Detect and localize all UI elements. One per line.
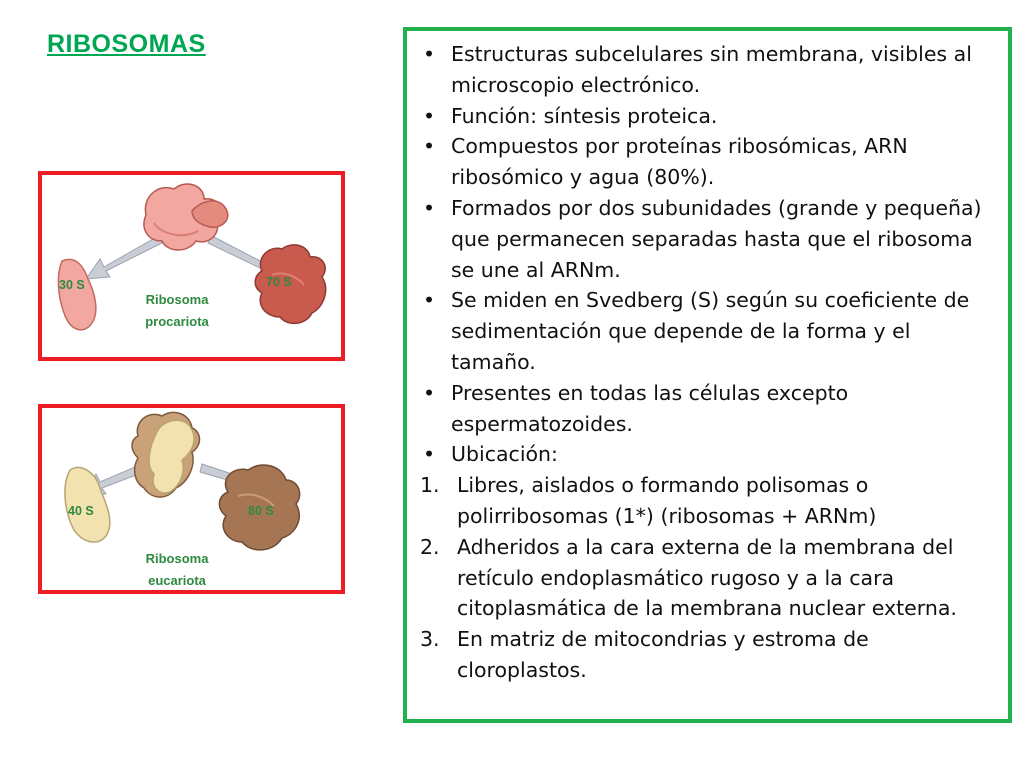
- bullet-marker: •: [423, 134, 436, 159]
- number-marker: 1.: [420, 473, 440, 498]
- bullet-marker: •: [423, 103, 436, 128]
- bullet-marker: •: [423, 288, 436, 313]
- numbered-item: [417, 532, 1000, 624]
- bullet-marker: •: [423, 195, 436, 220]
- item-text: Adheridos a la cara externa de la membrana del retículo endoplasmático rugoso y a la cara citoplasmática de la membrana nuclear externa.: [457, 534, 957, 621]
- ribosome-type-line2: procariota: [145, 314, 209, 329]
- small-subunit-shape: [58, 259, 95, 329]
- ribosome-type-label: [122, 289, 232, 333]
- split-arrow-left: [86, 235, 162, 279]
- item-text: Se miden en Svedberg (S) según su coeficiente de sedimentación que depende de la forma y el tamaño.: [451, 288, 970, 374]
- eukaryote-ribosome-panel: [38, 404, 345, 594]
- small-subunit-label: 40 S: [68, 504, 94, 518]
- description-item: [417, 39, 1000, 101]
- ribosome-type-label: [122, 548, 232, 592]
- small-subunit-label: 30 S: [59, 278, 85, 292]
- bullet-marker: •: [423, 380, 436, 405]
- item-text: Estructuras subcelulares sin membrana, visibles al microscopio electrónico.: [451, 42, 972, 97]
- description-item: [417, 101, 1000, 132]
- description-item: [417, 131, 1000, 193]
- description-item: [417, 439, 1000, 470]
- bullet-marker: •: [423, 42, 436, 66]
- item-text: En matriz de mitocondrias y estroma de cloroplastos.: [457, 627, 869, 682]
- numbered-item: [417, 470, 1000, 532]
- ribosome-type-line1: Ribosoma: [145, 292, 209, 307]
- item-text: Formados por dos subunidades (grande y pequeña) que permanecen separadas hasta que el ribosoma se une al ARNm.: [451, 195, 982, 282]
- prokaryote-ribosome-panel: [38, 171, 345, 361]
- number-marker: 2.: [420, 534, 440, 559]
- item-text: Función: síntesis proteica.: [451, 103, 718, 128]
- numbered-item: [417, 624, 1000, 686]
- description-list: [417, 39, 1000, 686]
- ribosome-label: 80 S: [248, 504, 274, 518]
- item-text: Ubicación:: [451, 442, 558, 467]
- item-text: Compuestos por proteínas ribosómicas, ARN ribosómico y agua (80%).: [451, 134, 908, 190]
- ribosome-type-line1: Ribosoma: [145, 551, 209, 566]
- ribosome-type-line2: eucariota: [148, 573, 206, 588]
- bullet-marker: •: [423, 442, 436, 467]
- description-item: [417, 378, 1000, 440]
- ribosome-label: 70 S: [266, 275, 292, 289]
- description-item: [417, 193, 1000, 285]
- number-marker: 3.: [420, 627, 440, 652]
- description-box: [403, 27, 1012, 723]
- item-text: Libres, aislados o formando polisomas o polirribosomas (1*) (ribosomas + ARNm): [457, 473, 877, 528]
- description-item: [417, 285, 1000, 377]
- page-title: RIBOSOMAS: [47, 30, 206, 58]
- item-text: Presentes en todas las células excepto espermatozoides.: [451, 380, 849, 436]
